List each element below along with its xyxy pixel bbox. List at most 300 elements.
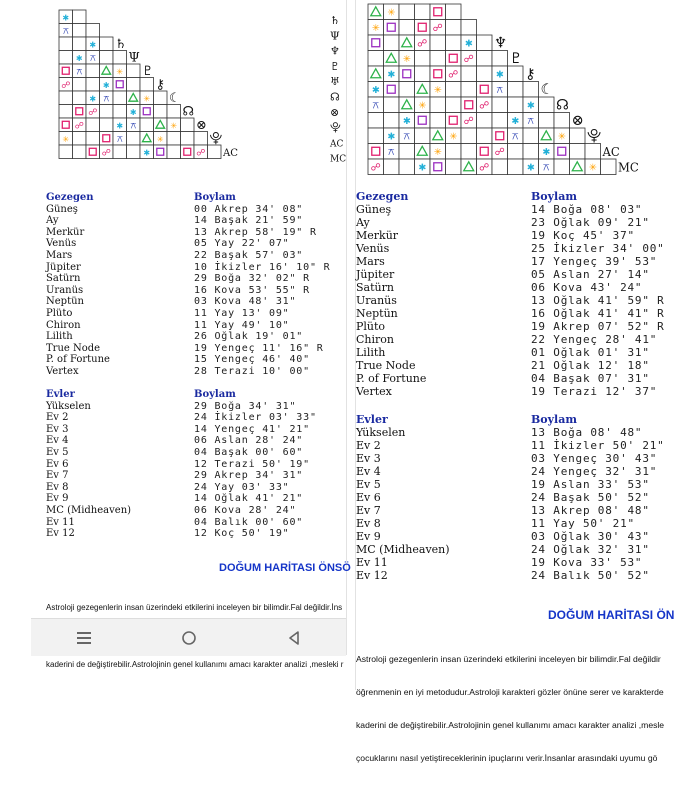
house-row (46, 412, 317, 424)
aspect-cell (446, 4, 462, 20)
planet-row (46, 354, 330, 366)
house-longitude: 06 Kova 28' 24" (194, 504, 297, 516)
aspect-cell (399, 144, 415, 160)
planet-name: Ay (46, 215, 59, 227)
aspect-cell (477, 128, 493, 144)
conjunction-icon: ✳ (156, 133, 164, 144)
house-longitude: 13 Boğa 08' 48" (531, 426, 643, 439)
house-name: Ev 7 (356, 504, 381, 517)
planet-glyph-icon: ⚷ (525, 65, 536, 83)
houses-table (356, 413, 665, 582)
sextile-icon: ✱ (62, 12, 70, 23)
planet-longitude: 10 İkizler 16' 10" R (194, 261, 331, 273)
planet-longitude: 14 Başak 21' 59" (194, 215, 304, 227)
sextile-icon: ✱ (418, 162, 427, 174)
planets-header-name: Gezegen (356, 190, 409, 203)
aspect-cell (384, 97, 400, 113)
house-name: Ev 8 (46, 481, 69, 493)
aspect-cell (86, 145, 100, 159)
aspect-cell (446, 35, 462, 51)
aspect-cell (492, 113, 508, 129)
house-row (356, 439, 665, 452)
house-row (46, 401, 317, 413)
quincunx-icon: ⚻ (372, 100, 380, 112)
planet-longitude: 14 Boğa 08' 03" (531, 203, 643, 216)
planet-name: P. of Fortune (356, 372, 427, 385)
planet-row (356, 203, 665, 216)
planet-row (356, 229, 665, 242)
aspect-cell (554, 159, 570, 175)
planet-glyph-icon: MC (330, 154, 347, 165)
aspect-cell (554, 144, 570, 160)
aspect-cell (508, 66, 524, 82)
house-row (356, 569, 665, 582)
house-longitude: 29 Akrep 34' 31" (194, 470, 304, 482)
planet-longitude: 23 Oğlak 09' 21" (531, 216, 650, 229)
planet-glyph-icon: AC (223, 147, 239, 159)
planet-row (356, 281, 665, 294)
house-row (356, 556, 665, 569)
house-row (356, 426, 665, 439)
house-row (46, 493, 317, 505)
planet-name: Venüs (356, 242, 390, 255)
sextile-icon: ✱ (89, 93, 97, 104)
planet-row (46, 204, 330, 216)
aspect-cell (446, 144, 462, 160)
opposition-icon: ☍ (74, 121, 84, 132)
aspect-cell (154, 145, 168, 159)
house-name: Ev 6 (356, 491, 381, 504)
house-name: Ev 12 (46, 528, 75, 540)
planet-glyph-icon: ♇ (509, 49, 523, 67)
planet-name: Neptün (356, 307, 398, 320)
planet-name: Mars (46, 249, 73, 261)
planet-glyph-icon: MC (618, 160, 639, 175)
aspect-cell (86, 132, 100, 146)
aspect-cell (59, 105, 73, 119)
aspect-cell (461, 128, 477, 144)
conjunction-icon: ✳ (588, 162, 597, 174)
aspect-cell (477, 35, 493, 51)
paragraph-line: Astroloji gezegenlerin insan üzerindeki etkilerini inceleyen bir bilimdir.Fal değildir.İns (46, 603, 343, 612)
planet-glyph-icon: ☊ (330, 90, 340, 104)
aspect-cell (73, 24, 87, 38)
conjunction-icon: ✳ (433, 146, 442, 158)
aspect-cell (446, 113, 462, 129)
planet-glyph-icon: Ψ (330, 29, 340, 43)
aspect-cell (73, 78, 87, 92)
house-name: Yükselen (46, 400, 91, 412)
sextile-icon: ✱ (464, 38, 473, 50)
opposition-icon: ☍ (101, 148, 111, 159)
planet-name: Satürn (46, 273, 81, 285)
aspect-cell (477, 144, 493, 160)
houses-table (46, 389, 317, 540)
house-row (46, 482, 317, 494)
aspect-cell (73, 10, 87, 24)
house-name: Ev 4 (46, 435, 69, 447)
house-name: Ev 11 (46, 516, 75, 528)
planet-name: Mars (356, 255, 385, 268)
aspect-cell (446, 51, 462, 67)
house-longitude: 24 Başak 50' 52" (531, 491, 650, 504)
aspect-cell (368, 128, 384, 144)
house-longitude: 14 Oğlak 41' 21" (194, 493, 304, 505)
house-name: MC (Midheaven) (356, 543, 450, 556)
aspect-cell (477, 51, 493, 67)
house-name: Ev 8 (356, 517, 381, 530)
planet-glyph-icon: ♄ (330, 14, 340, 27)
aspect-cell (446, 97, 462, 113)
aspect-cell (492, 128, 508, 144)
planet-longitude: 06 Kova 43' 24" (531, 281, 643, 294)
house-row (356, 530, 665, 543)
home-icon[interactable] (174, 626, 204, 650)
quincunx-icon: ⚻ (527, 115, 535, 127)
aspect-cell (570, 144, 586, 160)
sextile-icon: ✱ (526, 162, 535, 174)
aspect-cell (508, 82, 524, 98)
house-name: Ev 11 (356, 556, 388, 569)
planet-name: Chiron (356, 333, 394, 346)
aspect-cell (399, 20, 415, 36)
planet-longitude: 04 Başak 07' 31" (531, 372, 650, 385)
aspect-cell (415, 20, 431, 36)
aspect-cell (539, 113, 555, 129)
planet-name: Neptün (46, 296, 84, 308)
house-longitude: 11 İkizler 50' 21" (531, 439, 665, 452)
aspect-cell (59, 64, 73, 78)
aspect-cell (59, 118, 73, 132)
aspect-cell (399, 159, 415, 175)
planet-longitude: 22 Başak 57' 03" (194, 249, 304, 261)
aspect-cell (415, 4, 431, 20)
sextile-icon: ✱ (102, 79, 110, 90)
planet-longitude: 22 Yengeç 28' 41" (531, 333, 658, 346)
sextile-icon: ✱ (495, 69, 504, 81)
aspect-cell (399, 4, 415, 20)
planet-name: Merkür (46, 226, 85, 238)
planet-glyph-icon: ♆ (330, 44, 340, 58)
planet-longitude: 16 Kova 53' 55" R (194, 284, 310, 296)
house-name: Ev 3 (46, 423, 69, 435)
house-name: Ev 6 (46, 458, 69, 470)
house-row (356, 465, 665, 478)
planet-name: Venüs (46, 238, 77, 250)
aspect-cell (127, 78, 141, 92)
aspect-cell (461, 97, 477, 113)
conjunction-icon: ✳ (433, 84, 442, 96)
aspect-cell (113, 91, 127, 105)
aspect-cell (100, 37, 114, 51)
sextile-icon: ✱ (371, 84, 380, 96)
conjunction-icon: ✳ (143, 93, 151, 104)
planet-glyph-icon: ☊ (182, 104, 194, 120)
planet-name: True Node (356, 359, 416, 372)
planet-glyph-icon: AC (330, 139, 344, 150)
recent-apps-icon[interactable] (69, 626, 99, 650)
aspect-cell (140, 105, 154, 119)
aspect-cell (508, 97, 524, 113)
aspect-cell (430, 97, 446, 113)
planet-name: Chiron (46, 319, 81, 331)
aspect-cell (384, 20, 400, 36)
aspect-cell (384, 113, 400, 129)
aspect-cell (415, 113, 431, 129)
aspect-cell (73, 91, 87, 105)
house-longitude: 29 Boğa 34' 31" (194, 400, 297, 412)
planet-glyph-icon: ⯓ (587, 127, 602, 145)
house-longitude: 11 Yay 50' 21" (531, 517, 635, 530)
aspect-cell (492, 97, 508, 113)
house-longitude: 12 Koç 50' 19" (194, 528, 290, 540)
house-longitude: 24 İkizler 03' 33" (194, 412, 317, 424)
planets-header-name: Gezegen (46, 192, 94, 203)
aspect-cell (59, 51, 73, 65)
planet-name: Lilith (356, 346, 386, 359)
aspect-cell (113, 105, 127, 119)
opposition-icon: ☍ (88, 107, 98, 118)
aspect-cell (154, 91, 168, 105)
planet-longitude: 28 Terazi 10' 00" (194, 365, 310, 377)
back-icon[interactable] (279, 626, 309, 650)
aspect-cell (100, 132, 114, 146)
opposition-icon: ☍ (448, 69, 459, 81)
planet-name: Plüto (356, 320, 386, 333)
house-name: Ev 4 (356, 465, 381, 478)
planet-row (356, 307, 665, 320)
conjunction-icon: ✳ (371, 22, 380, 34)
aspect-cell (127, 145, 141, 159)
house-longitude: 03 Yengeç 30' 43" (531, 452, 658, 465)
planet-row (46, 331, 330, 343)
planet-row (356, 268, 665, 281)
planet-row (46, 366, 330, 378)
house-longitude: 13 Akrep 08' 48" (531, 504, 650, 517)
planet-row (356, 255, 665, 268)
house-name: Ev 5 (46, 446, 69, 458)
section-banner: DOĞUM HARİTASI ÖNSÖ (219, 562, 351, 574)
quincunx-icon: ⚻ (511, 131, 519, 143)
planet-glyph-icon: ⊗ (571, 111, 584, 129)
planet-row (46, 343, 330, 355)
planet-name: Satürn (356, 281, 394, 294)
planet-row (46, 227, 330, 239)
aspect-cell (523, 82, 539, 98)
houses-header-longitude: Boylam (531, 413, 577, 426)
aspect-cell (368, 144, 384, 160)
sextile-icon: ✱ (143, 147, 151, 158)
planet-longitude: 11 Yay 13' 09" (194, 307, 290, 319)
planet-name: Güneş (356, 203, 392, 216)
sextile-icon: ✱ (387, 131, 396, 143)
planet-longitude: 05 Yay 22' 07" (194, 238, 290, 250)
planet-glyph-icon: ♆ (494, 34, 508, 52)
left-screenshot (31, 0, 351, 669)
planet-glyph-icon: ⊗ (330, 105, 340, 119)
aspect-cell (601, 159, 617, 175)
planet-glyph-icon: ☾ (169, 90, 181, 106)
aspect-cell (430, 66, 446, 82)
quincunx-icon: ⚻ (76, 67, 83, 78)
planet-glyph-icon: ☊ (556, 96, 570, 114)
quincunx-icon: ⚻ (116, 134, 123, 145)
aspect-cell (73, 105, 87, 119)
planet-longitude: 00 Akrep 34' 08" (194, 203, 304, 215)
planet-longitude: 01 Oğlak 01' 31" (531, 346, 650, 359)
planet-name: Ay (356, 216, 370, 229)
conjunction-icon: ✳ (402, 53, 411, 65)
aspect-cell (100, 51, 114, 65)
sextile-icon: ✱ (387, 69, 396, 81)
planets-header-longitude: Boylam (194, 192, 236, 203)
aspect-cell (585, 144, 601, 160)
aspect-cell (86, 78, 100, 92)
planet-glyph-icon: ♇ (330, 59, 340, 73)
aspect-cell (384, 159, 400, 175)
opposition-icon: ☍ (479, 162, 490, 174)
house-longitude: 03 Oğlak 30' 43" (531, 530, 650, 543)
aspect-cell (140, 118, 154, 132)
aspect-cell (539, 97, 555, 113)
house-name: Ev 3 (356, 452, 381, 465)
planet-name: Lilith (46, 331, 73, 343)
aspect-cell (368, 113, 384, 129)
planet-longitude: 19 Terazi 12' 37" (531, 385, 658, 398)
paragraph-line: Astroloji gezegenlerin insan üzerindeki etkilerini inceleyen bir bilimdir.Fal değildir (356, 654, 661, 664)
opposition-icon: ☍ (463, 115, 474, 127)
planet-name: Merkür (356, 229, 399, 242)
planet-glyph-icon: ♄ (115, 36, 127, 52)
opposition-icon: ☍ (196, 148, 206, 159)
aspect-cell (461, 82, 477, 98)
house-name: Ev 9 (46, 493, 69, 505)
opposition-icon: ☍ (463, 53, 474, 65)
aspect-cell (446, 20, 462, 36)
aspect-cell (570, 128, 586, 144)
aspect-cell (430, 51, 446, 67)
aspect-cell (86, 64, 100, 78)
aspect-grid (368, 2, 688, 175)
aspect-cell (167, 105, 181, 119)
house-row (46, 528, 317, 540)
house-name: Ev 7 (46, 470, 69, 482)
planet-glyph-icon: ⊗ (196, 117, 207, 133)
aspect-cell (127, 132, 141, 146)
planets-header-longitude: Boylam (531, 190, 577, 203)
conjunction-icon: ✳ (418, 100, 427, 112)
aspect-cell (368, 35, 384, 51)
aspect-cell (127, 64, 141, 78)
house-longitude: 19 Kova 33' 53" (531, 556, 643, 569)
aspect-cell (113, 51, 127, 65)
planet-name: Uranüs (46, 284, 84, 296)
house-row (356, 491, 665, 504)
house-longitude: 12 Terazi 50' 19" (194, 458, 310, 470)
sextile-icon: ✱ (129, 106, 137, 117)
opposition-icon: ☍ (494, 146, 505, 158)
aspect-cell (415, 128, 431, 144)
aspect-cell (461, 20, 477, 36)
aspect-cell (73, 145, 87, 159)
sextile-icon: ✱ (511, 115, 520, 127)
house-longitude: 14 Yengeç 41' 21" (194, 423, 310, 435)
planet-longitude: 19 Akrep 07' 52" R (531, 320, 665, 333)
android-nav-bar (31, 618, 346, 656)
planet-row (356, 294, 665, 307)
aspect-cell (59, 145, 73, 159)
sextile-icon: ✱ (526, 100, 535, 112)
intro-paragraph (356, 632, 664, 786)
quincunx-icon: ⚻ (542, 162, 550, 174)
planet-longitude: 21 Oğlak 12' 18" (531, 359, 650, 372)
house-row (46, 435, 317, 447)
aspect-cell (446, 159, 462, 175)
planet-longitude: 26 Oğlak 19' 01" (194, 331, 304, 343)
house-longitude: 04 Başak 00' 60" (194, 446, 304, 458)
house-row (46, 424, 317, 436)
aspect-cell (461, 66, 477, 82)
house-name: Yükselen (356, 426, 406, 439)
planet-row (46, 285, 330, 297)
planet-longitude: 13 Oğlak 41' 59" R (531, 294, 665, 307)
aspect-cell (446, 82, 462, 98)
planet-name: True Node (46, 342, 101, 354)
house-row (46, 459, 317, 471)
aspect-cell (59, 91, 73, 105)
aspect-cell (208, 145, 222, 159)
aspect-cell (154, 105, 168, 119)
aspect-cell (113, 145, 127, 159)
aspect-cell (384, 82, 400, 98)
planet-name: Jüpiter (46, 261, 81, 273)
paragraph-line: kaderini de değiştirebilir.Astrolojinin genel kullanımı amacı karakter analizi ,mesleki r (46, 660, 344, 669)
aspect-cell (86, 24, 100, 38)
planet-row (46, 273, 330, 285)
planet-row (356, 372, 665, 385)
planet-row (46, 238, 330, 250)
house-name: Ev 2 (46, 412, 69, 424)
aspect-cell (86, 118, 100, 132)
aspect-cell (477, 113, 493, 129)
planet-longitude: 05 Aslan 27' 14" (531, 268, 650, 281)
aspect-cell (73, 37, 87, 51)
planet-longitude: 03 Kova 48' 31" (194, 296, 297, 308)
quincunx-icon: ⚻ (403, 131, 411, 143)
planet-row (356, 320, 665, 333)
house-name: Ev 2 (356, 439, 381, 452)
section-banner: DOĞUM HARİTASI ÖN (548, 608, 675, 622)
houses-header-name: Evler (356, 413, 388, 426)
aspect-cell (430, 4, 446, 20)
house-row (46, 505, 317, 517)
conjunction-icon: ✳ (557, 131, 566, 143)
house-longitude: 24 Oğlak 32' 31" (531, 543, 650, 556)
planet-longitude: 15 Yengeç 46' 40" (194, 354, 310, 366)
house-row (46, 517, 317, 529)
aspect-cell (100, 118, 114, 132)
aspect-cell (492, 51, 508, 67)
aspect-grid-svg (368, 2, 688, 175)
sextile-icon: ✱ (89, 39, 97, 50)
house-longitude: 24 Yengeç 32' 31" (531, 465, 658, 478)
aspect-cell (100, 105, 114, 119)
aspect-grid (59, 2, 349, 176)
aspect-cell (113, 78, 127, 92)
conjunction-icon: ✳ (62, 133, 70, 144)
planet-glyph-icon: ⯓ (209, 131, 223, 147)
house-name: MC (Midheaven) (46, 504, 132, 516)
